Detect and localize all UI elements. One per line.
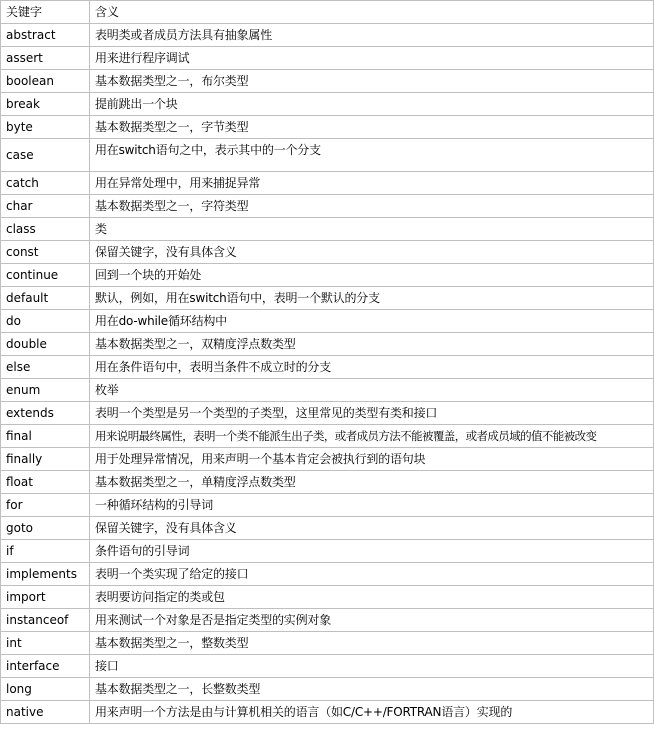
- keyword-cell: instanceof: [1, 609, 90, 632]
- keyword-cell: finally: [1, 448, 90, 471]
- meaning-cell: 保留关键字，没有具体含义: [90, 517, 654, 540]
- keyword-cell: catch: [1, 172, 90, 195]
- table-row: [1, 655, 654, 678]
- keyword-cell: assert: [1, 47, 90, 70]
- meaning-cell: 基本数据类型之一，单精度浮点数类型: [90, 471, 654, 494]
- table-row: [1, 70, 654, 93]
- keyword-cell: if: [1, 540, 90, 563]
- table-row: [1, 356, 654, 379]
- meaning-cell: 用在do-while循环结构中: [90, 310, 654, 333]
- meaning-cell: 用在条件语句中，表明当条件不成立时的分支: [90, 356, 654, 379]
- table-header-row: [1, 1, 654, 24]
- keyword-cell: interface: [1, 655, 90, 678]
- keyword-cell: implements: [1, 563, 90, 586]
- table-row: [1, 24, 654, 47]
- table-row: [1, 116, 654, 139]
- meaning-cell: 用在switch语句之中，表示其中的一个分支: [90, 139, 654, 172]
- meaning-cell: 用来说明最终属性，表明一个类不能派生出子类，或者成员方法不能被覆盖，或者成员域的值不能被改变: [90, 425, 654, 448]
- keyword-cell: else: [1, 356, 90, 379]
- keyword-cell: goto: [1, 517, 90, 540]
- meaning-cell: 枚举: [90, 379, 654, 402]
- table-row: [1, 494, 654, 517]
- meaning-cell: 表明类或者成员方法具有抽象属性: [90, 24, 654, 47]
- keyword-cell: byte: [1, 116, 90, 139]
- meaning-cell: 基本数据类型之一，字符类型: [90, 195, 654, 218]
- meaning-cell: 基本数据类型之一，布尔类型: [90, 70, 654, 93]
- table-row: [1, 448, 654, 471]
- table-row: [1, 241, 654, 264]
- table-row: [1, 195, 654, 218]
- keyword-cell: case: [1, 139, 90, 172]
- table-row: [1, 402, 654, 425]
- keyword-cell: break: [1, 93, 90, 116]
- keyword-cell: do: [1, 310, 90, 333]
- meaning-cell: 回到一个块的开始处: [90, 264, 654, 287]
- meaning-cell: 基本数据类型之一，整数类型: [90, 632, 654, 655]
- table-row: [1, 287, 654, 310]
- meaning-cell: 条件语句的引导词: [90, 540, 654, 563]
- keyword-cell: double: [1, 333, 90, 356]
- keyword-cell: char: [1, 195, 90, 218]
- keyword-cell: default: [1, 287, 90, 310]
- meaning-cell: 类: [90, 218, 654, 241]
- table-row: [1, 609, 654, 632]
- keyword-cell: abstract: [1, 24, 90, 47]
- meaning-cell: 用来进行程序调试: [90, 47, 654, 70]
- table-row: [1, 632, 654, 655]
- keyword-cell: enum: [1, 379, 90, 402]
- meaning-cell: 表明要访问指定的类或包: [90, 586, 654, 609]
- table-row: [1, 379, 654, 402]
- meaning-cell: 用在异常处理中，用来捕捉异常: [90, 172, 654, 195]
- table-row: [1, 701, 654, 724]
- meaning-cell: 表明一个类实现了给定的接口: [90, 563, 654, 586]
- keyword-cell: for: [1, 494, 90, 517]
- meaning-cell: 表明一个类型是另一个类型的子类型，这里常见的类型有类和接口: [90, 402, 654, 425]
- keyword-cell: native: [1, 701, 90, 724]
- table-row: [1, 540, 654, 563]
- table-row: [1, 678, 654, 701]
- keyword-cell: const: [1, 241, 90, 264]
- table-row: [1, 172, 654, 195]
- keyword-cell: continue: [1, 264, 90, 287]
- keyword-cell: float: [1, 471, 90, 494]
- meaning-cell: 保留关键字，没有具体含义: [90, 241, 654, 264]
- table-row: [1, 471, 654, 494]
- keyword-cell: extends: [1, 402, 90, 425]
- table-row: [1, 264, 654, 287]
- table-row: [1, 425, 654, 448]
- table-row: [1, 563, 654, 586]
- meaning-cell: 一种循环结构的引导词: [90, 494, 654, 517]
- table-row: [1, 93, 654, 116]
- meaning-cell: 基本数据类型之一，字节类型: [90, 116, 654, 139]
- meaning-cell: 用于处理异常情况，用来声明一个基本肯定会被执行到的语句块: [90, 448, 654, 471]
- table-row: [1, 517, 654, 540]
- table-row: [1, 333, 654, 356]
- keyword-cell: long: [1, 678, 90, 701]
- header-keyword: 关键字: [1, 1, 90, 24]
- meaning-cell: 用来测试一个对象是否是指定类型的实例对象: [90, 609, 654, 632]
- keyword-cell: final: [1, 425, 90, 448]
- meaning-cell: 用来声明一个方法是由与计算机相关的语言（如C/C++/FORTRAN语言）实现的: [90, 701, 654, 724]
- meaning-cell: 基本数据类型之一，双精度浮点数类型: [90, 333, 654, 356]
- header-meaning: 含义: [90, 1, 654, 24]
- meaning-cell: 默认，例如，用在switch语句中，表明一个默认的分支: [90, 287, 654, 310]
- keyword-cell: class: [1, 218, 90, 241]
- table-row: [1, 139, 654, 172]
- meaning-cell: 基本数据类型之一，长整数类型: [90, 678, 654, 701]
- table-row: [1, 47, 654, 70]
- meaning-cell: 接口: [90, 655, 654, 678]
- table-row: [1, 310, 654, 333]
- table-row: [1, 586, 654, 609]
- keyword-cell: import: [1, 586, 90, 609]
- table-row: [1, 218, 654, 241]
- meaning-cell: 提前跳出一个块: [90, 93, 654, 116]
- keyword-cell: int: [1, 632, 90, 655]
- keyword-cell: boolean: [1, 70, 90, 93]
